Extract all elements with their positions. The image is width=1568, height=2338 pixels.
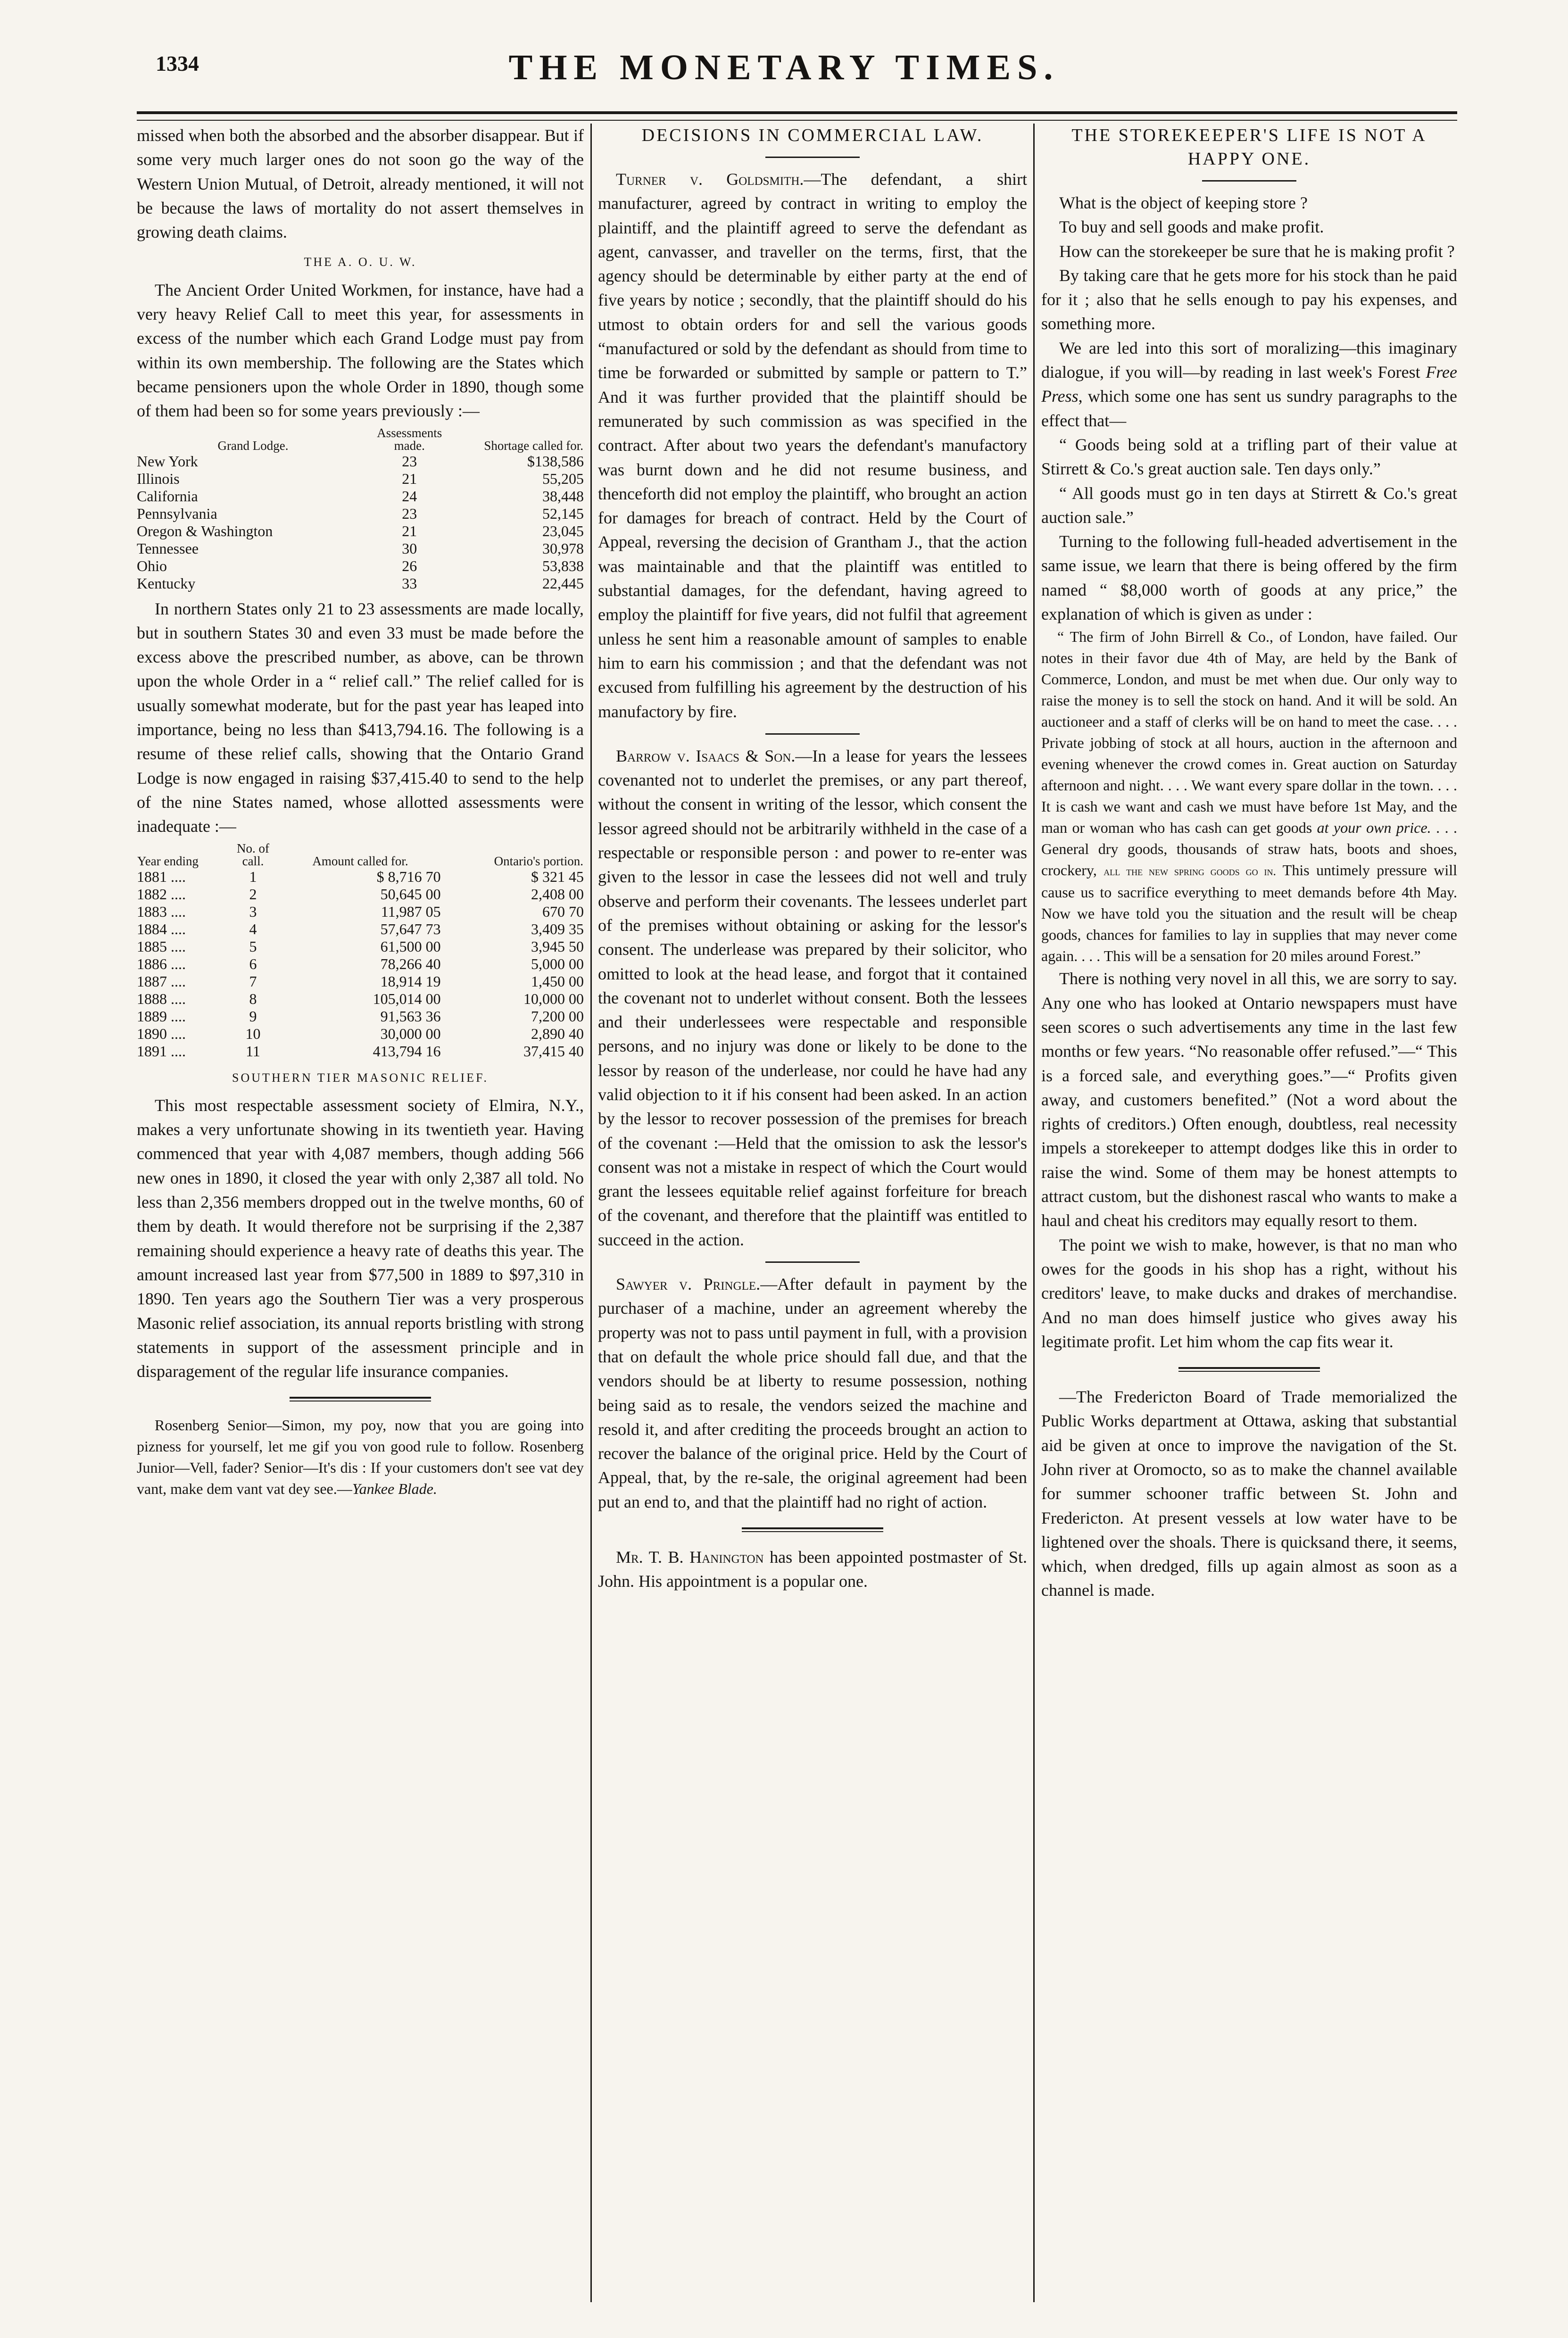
table-cell: New York xyxy=(137,452,198,470)
table-cell: 2,408 00 xyxy=(531,885,584,903)
news-name: Mr. T. B. Hanington xyxy=(616,1548,764,1567)
table-cell: 1881 .... xyxy=(137,868,186,885)
table-cell: 11,987 05 xyxy=(381,903,441,920)
table-row xyxy=(137,453,584,470)
table-cell: 1890 .... xyxy=(137,1025,186,1042)
table-cell: California xyxy=(137,487,198,505)
table-cell: 8 xyxy=(249,990,257,1007)
table-cell: 5,000 00 xyxy=(531,955,584,972)
table-cell: 33 xyxy=(402,574,417,592)
table-cell: 1 xyxy=(249,868,257,885)
table-header: Amount called for. xyxy=(312,854,408,868)
case-paragraph xyxy=(598,167,1027,724)
table-cell: $138,586 xyxy=(527,452,584,470)
table-header: Ontario's portion. xyxy=(494,854,583,868)
table-cell: 55,205 xyxy=(542,470,584,487)
section-heading-southern-tier: SOUTHERN TIER MASONIC RELIEF. xyxy=(232,1070,489,1085)
table-cell: 4 xyxy=(249,920,257,937)
quote-paragraph xyxy=(1041,626,1457,967)
table-cell: 1887 .... xyxy=(137,972,186,990)
anecdote-paragraph xyxy=(137,1415,584,1500)
table-cell: 37,415 40 xyxy=(523,1042,584,1060)
table-cell: 50,645 00 xyxy=(380,885,441,903)
case-paragraph xyxy=(598,744,1027,1252)
table-cell: 1883 .... xyxy=(137,903,186,920)
table-row xyxy=(137,973,584,990)
table-row xyxy=(137,1043,584,1060)
article-paragraph: “ All goods must go in ten days at Stirrett & Co.'s great auction sale.” xyxy=(1041,483,1457,527)
divider xyxy=(290,1397,431,1401)
table-cell: Oregon & Washington xyxy=(137,522,273,539)
table-cell: 7 xyxy=(249,972,257,990)
table-cell: 21 xyxy=(402,522,417,539)
table-cell: 22,445 xyxy=(542,574,584,592)
section-heading-aouw: THE A. O. U. W. xyxy=(304,255,417,269)
table-row xyxy=(137,505,584,522)
table-row xyxy=(137,557,584,575)
table-cell: 9 xyxy=(249,1007,257,1025)
text-run: at your own price. xyxy=(1317,819,1431,837)
article-paragraph xyxy=(1041,336,1457,433)
table-row xyxy=(137,903,584,920)
text-run: “ The firm of John Birrell & Co., of London, have failed. Our notes in their favor due 4th of May, are held by the Bank of Commerce, London, and must be met when due. Our only way to raise the money is to sell the stock on hand. And it will be sold. An auctioneer and a staff of clerks will be on hand to meet the case. . . . Private jobbing of stock at all hours, auction in the afternoon and evening whenever the crowd comes in. Great auction on Saturday afternoon and night. . . . We want every spare dollar in the town. . . . It is cash we want and cash we must have before 1st May, and the man or woman who has cash can get goods xyxy=(1041,628,1457,837)
divider xyxy=(765,1261,860,1263)
table-row xyxy=(137,868,584,886)
dialogue-line: What is the object of keeping store ? xyxy=(1059,193,1308,212)
table-row xyxy=(137,575,584,592)
text-run: This untimely pressure will cause us to sacrifice everything to meet demands before 4th May. Now we have told you the situation and the result will be cheap goods, chances for families to lay in supplies that may never come again. . . . This will be a sensation for 20 miles around Forest.” xyxy=(1041,862,1457,965)
table-cell: 1886 .... xyxy=(137,955,186,972)
column-divider-2 xyxy=(1033,124,1035,2302)
newspaper-name: Free Press xyxy=(1041,363,1457,406)
case-title: Barrow v. Isaacs & Son. xyxy=(616,746,796,765)
table-row xyxy=(137,540,584,557)
anecdote-source: Yankee Blade. xyxy=(352,1480,437,1498)
table-header: Year ending xyxy=(137,854,199,868)
table-cell: 53,838 xyxy=(542,557,584,574)
table-cell: $ 8,716 70 xyxy=(376,868,441,885)
table-cell: Kentucky xyxy=(137,574,196,592)
table-cell: 10,000 00 xyxy=(523,990,584,1007)
article-paragraph: —The Fredericton Board of Trade memorialized the Public Works department at Ottawa, asking that substantial aid be given at once to improve the navigation of the St. John river at Oromocto, so as to make the channel available for summer schooner traffic between St. John and Fredericton. At present vessels at low water have to be lightened over the shoals. There is quicksand there, it seems, which, when dredged, fills up again almost as soon as a channel is made. xyxy=(1041,1387,1457,1600)
column-3 xyxy=(1041,124,1457,2312)
article-paragraph: In northern States only 21 to 23 assessments are made locally, but in southern States 30 and even 33 must be made before the excess above the prescribed number, as above, can be thrown upon the whole Order in a “ relief call.” The relief called for is usually somewhat moderate, but for the past year has leaped into importance, being no less than $413,794.16. The following is a resume of these relief calls, showing that the Ontario Grand Lodge is now engaged in raising $37,415.40 to send to the help of the nine States named, whose allotted assessments were inadequate :— xyxy=(137,599,584,836)
divider xyxy=(765,157,860,158)
case-body: —After default in payment by the purchaser of a machine, under an agreement whereby the property was not to pass until payment in full, with a provision that on default the whole price should fall due, and that the vendors should be at liberty to resume possession, nothing being said as to resale, the vendors seized the machine and resold it, and after crediting the proceeds brought an action to recover the balance of the original price. Held by the Court of Appeal, that, by the re-sale, the original agreement had been put an end to, and that the plaintiff had no right of action. xyxy=(598,1275,1027,1511)
news-body: has been appointed postmaster of St. John. His appointment is a popular one. xyxy=(598,1548,1027,1591)
table-cell: 7,200 00 xyxy=(531,1007,584,1025)
table-cell: 26 xyxy=(402,557,417,574)
table-cell: 3,409 35 xyxy=(531,920,584,937)
table-cell: $ 321 45 xyxy=(531,868,584,885)
relief-calls-table xyxy=(137,842,584,1060)
table-row xyxy=(137,1025,584,1043)
table-cell: 5 xyxy=(249,937,257,955)
anecdote-text: Rosenberg Senior—Simon, my poy, now that you are going into pizness for yourself, let me gif you von good rule to follow. Rosenberg Junior—Vell, fader? Senior—It's dis : If your customers don't see vat dey vant, make dem vant vat dey see.— xyxy=(137,1417,584,1498)
article-paragraph: The point we wish to make, however, is that no man who owes for the goods in his shop has a right, without his creditors' leave, to make ducks and drakes of merchandise. And no man does himself justice who gives away his legitimate profit. Let him whom the cap fits wear it. xyxy=(1041,1235,1457,1351)
table-cell: 21 xyxy=(402,470,417,487)
column-divider-1 xyxy=(590,124,592,2302)
table-cell: 413,794 16 xyxy=(373,1042,441,1060)
table-cell: 1889 .... xyxy=(137,1007,186,1025)
news-paragraph xyxy=(598,1545,1027,1594)
text-run: . . . General dry goods, thousands of straw hats, boots and shoes, crockery, xyxy=(1041,819,1457,879)
table-cell: 91,563 36 xyxy=(380,1007,441,1025)
table-cell: 2,890 40 xyxy=(531,1025,584,1042)
column-2 xyxy=(598,124,1027,2312)
table-body xyxy=(137,453,584,592)
grand-lodge-table xyxy=(137,426,584,592)
case-title: Sawyer v. Pringle. xyxy=(616,1275,761,1294)
dialogue-line: To buy and sell goods and make profit. xyxy=(1059,217,1324,237)
table-cell: 1,450 00 xyxy=(531,972,584,990)
table-cell: 30,000 00 xyxy=(380,1025,441,1042)
table-cell: 30,978 xyxy=(542,539,584,557)
table-header: Assessments made. xyxy=(377,425,442,453)
divider xyxy=(1202,180,1296,182)
table-cell: 24 xyxy=(402,487,417,505)
article-paragraph: This most respectable assessment society of Elmira, N.Y., makes a very unfortunate showing in its twentieth year. Having commenced that year with 4,087 members, though adding 566 new ones in 1890, it closed the year with only 2,387 all told. No less than 2,356 members dropped out in the twelve months, 60 of them by death. It would therefore not be surprising if the 2,387 remaining should experience a heavy rate of deaths this year. The amount increased last year from $77,500 in 1889 to $97,310 in 1890. Ten years ago the Southern Tier was a very prosperous Masonic relief association, its annual reports bristling with strong statements in support of the assessment principle and in disparagement of the regular life insurance companies. xyxy=(137,1095,584,1381)
table-row xyxy=(137,1008,584,1025)
article-paragraph: “ Goods being sold at a trifling part of their value at Stirrett & Co.'s great auction sale. Ten days only.” xyxy=(1041,435,1457,479)
table-row xyxy=(137,938,584,955)
table-cell: 6 xyxy=(249,955,257,972)
divider xyxy=(765,733,860,735)
text-run: all the new spring goods go in. xyxy=(1103,864,1276,879)
table-header: Grand Lodge. xyxy=(217,438,289,453)
text-run: , which some one has sent us sundry paragraphs to the effect that— xyxy=(1041,387,1457,430)
table-cell: 61,500 00 xyxy=(380,937,441,955)
table-body xyxy=(137,868,584,1060)
table-row xyxy=(137,488,584,505)
table-row xyxy=(137,990,584,1008)
case-body: —In a lease for years the lessees covenanted not to underlet the premises, or any part thereof, without the consent in writing of the lessor, which consent the lessor agreed should not be arbitrarily withheld in the case of a respectable or responsible person : and power to re-enter was given to the lessor in case the lessees did not well and truly observe and perform their covenants. The lessees underlet part of the premises without obtaining or asking for the lessor's consent. The underlease was prepared by their solicitor, who omitted to look at the head lease, and forgot that it contained the covenant not to underlet without consent. Both the lessees and their underlessees were respectable and responsible persons, and no injury was done or likely to be done to the lessor by reason of the underlease, nor could he have had any valid objection to it if his consent had been asked. In an action by the lessor to recover possession of the premises for breach of the covenant :—Held that the omission to ask the lessor's consent was not a mistake in respect of which the Court would grant the lessees equitable relief against forfeiture for breach of the covenant, and therefore that the plaintiff was entitled to succeed in the action. xyxy=(598,746,1027,1249)
table-cell: 1885 .... xyxy=(137,937,186,955)
table-cell: Tennessee xyxy=(137,539,199,557)
masthead: THE MONETARY TIMES. xyxy=(508,48,1060,87)
table-cell: 1888 .... xyxy=(137,990,186,1007)
dialogue-line: By taking care that he gets more for his stock than he paid for it ; also that he sells enough to pay his expenses, and something more. xyxy=(1041,265,1457,333)
table-cell: 23 xyxy=(402,452,417,470)
table-cell: 2 xyxy=(249,885,257,903)
table-cell: 38,448 xyxy=(542,487,584,505)
case-body: —The defendant, a shirt manufacturer, agreed by contract in writing to employ the plaintiff, and the plaintiff agreed to serve the defendant as agent, canvasser, and traveller on the terms, first, that the agency should be determinable by either party at the end of five years by notice ; secondly, that the plaintiff should do his utmost to obtain orders for and sell the various goods “manufactured or sold by the defendant as should from time to time be forwarded or submitted by sample or pattern to T.” And it was further provided that the plaintiff should be remunerated by such commission as was specified in the contract. After about two years the defendant's manufactory was burnt down and he did not resume business, and thenceforth did not employ the plaintiff, who brought an action for damages for breach of contract. Held by the Court of Appeal, reversing the decision of Grantham J., that the action was maintainable and that the plaintiff was entitled to substantial damages, for the defendant, having agreed to employ the plaintiff for five years, did not fulfil that agreement unless he sent him a reasonable amount of samples to enable him to earn his commission ; and that the defendant was not excused from fulfilling his agreement by the destruction of his manufactory by fire. xyxy=(598,170,1027,721)
table-cell: 10 xyxy=(245,1025,261,1042)
section-heading-decisions: DECISIONS IN COMMERCIAL LAW. xyxy=(641,125,984,145)
table-cell: 105,014 00 xyxy=(373,990,441,1007)
table-cell: Ohio xyxy=(137,557,167,574)
table-cell: 57,647 73 xyxy=(380,920,441,937)
divider xyxy=(742,1527,883,1532)
table-cell: 18,914 19 xyxy=(380,972,441,990)
table-header: No. of call. xyxy=(236,841,269,868)
divider xyxy=(1178,1367,1320,1372)
table-cell: 30 xyxy=(402,539,417,557)
table-row xyxy=(137,886,584,903)
table-cell: 3,945 50 xyxy=(531,937,584,955)
article-paragraph: missed when both the absorbed and the absorber disappear. But if some very much larger ones do not soon go the way of the Western Union Mutual, of Detroit, already mentioned, it will not be because the laws of mortality do not assert themselves in growing death claims. xyxy=(137,126,584,242)
top-rule xyxy=(137,111,1457,114)
page-number: 1334 xyxy=(156,51,199,75)
text-run: We are led into this sort of moralizing—this imaginary dialogue, if you will—by reading in last week's Forest xyxy=(1041,338,1457,382)
table-row xyxy=(137,955,584,973)
column-1 xyxy=(137,124,584,2312)
table-row xyxy=(137,522,584,540)
case-title: Turner v. Goldsmith. xyxy=(616,170,804,189)
article-paragraph: Turning to the following full-headed advertisement in the same issue, we learn that there is being offered by the firm named “ $8,000 worth of goods at any price,” the explanation of which is given as under : xyxy=(1041,532,1457,624)
dialogue-line: How can the storekeeper be sure that he is making profit ? xyxy=(1059,241,1455,261)
article-paragraph: The Ancient Order United Workmen, for instance, have had a very heavy Relief Call to meet this year, for assessments in excess of the number which each Grand Lodge must pay from within its own membership. The following are the States which became pensioners upon the whole Order in 1890, though some of them had been so for some years previously :— xyxy=(137,280,584,421)
case-paragraph xyxy=(598,1272,1027,1514)
table-header: Shortage called for. xyxy=(484,438,583,453)
section-heading-storekeeper: THE STOREKEEPER'S LIFE IS NOT A HAPPY ONE. xyxy=(1071,125,1427,169)
table-cell: 78,266 40 xyxy=(380,955,441,972)
table-cell: 1882 .... xyxy=(137,885,186,903)
table-cell: 23,045 xyxy=(542,522,584,539)
table-cell: 11 xyxy=(246,1042,260,1060)
table-cell: Illinois xyxy=(137,470,180,487)
table-cell: 3 xyxy=(249,903,257,920)
advertisement-quote xyxy=(1041,626,1457,967)
table-row xyxy=(137,470,584,488)
table-cell: 52,145 xyxy=(542,505,584,522)
table-cell: 1891 .... xyxy=(137,1042,186,1060)
top-rule-thin xyxy=(137,120,1457,121)
table-cell: 670 70 xyxy=(542,903,584,920)
table-cell: 23 xyxy=(402,505,417,522)
table-row xyxy=(137,920,584,938)
table-cell: Pennsylvania xyxy=(137,505,217,522)
table-cell: 1884 .... xyxy=(137,920,186,937)
article-paragraph: There is nothing very novel in all this, we are sorry to say. Any one who has looked at Ontario newspapers must have seen scores o such advertisements any time in the last few months or few years. “No reasonable offer refused.”—“ This is a forced sale, and everything goes.”—“ Profits given away, and customers benefited.” (Not a word about the rights of creditors.) Often enough, doubtless, real necessity impels a storekeeper to attempt dodges like this in order to raise the wind. Some of them may be honest attempts to attract custom, but the dishonest rascal who wants to make a haul and cheat his creditors may equally resort to them. xyxy=(1041,969,1457,1230)
